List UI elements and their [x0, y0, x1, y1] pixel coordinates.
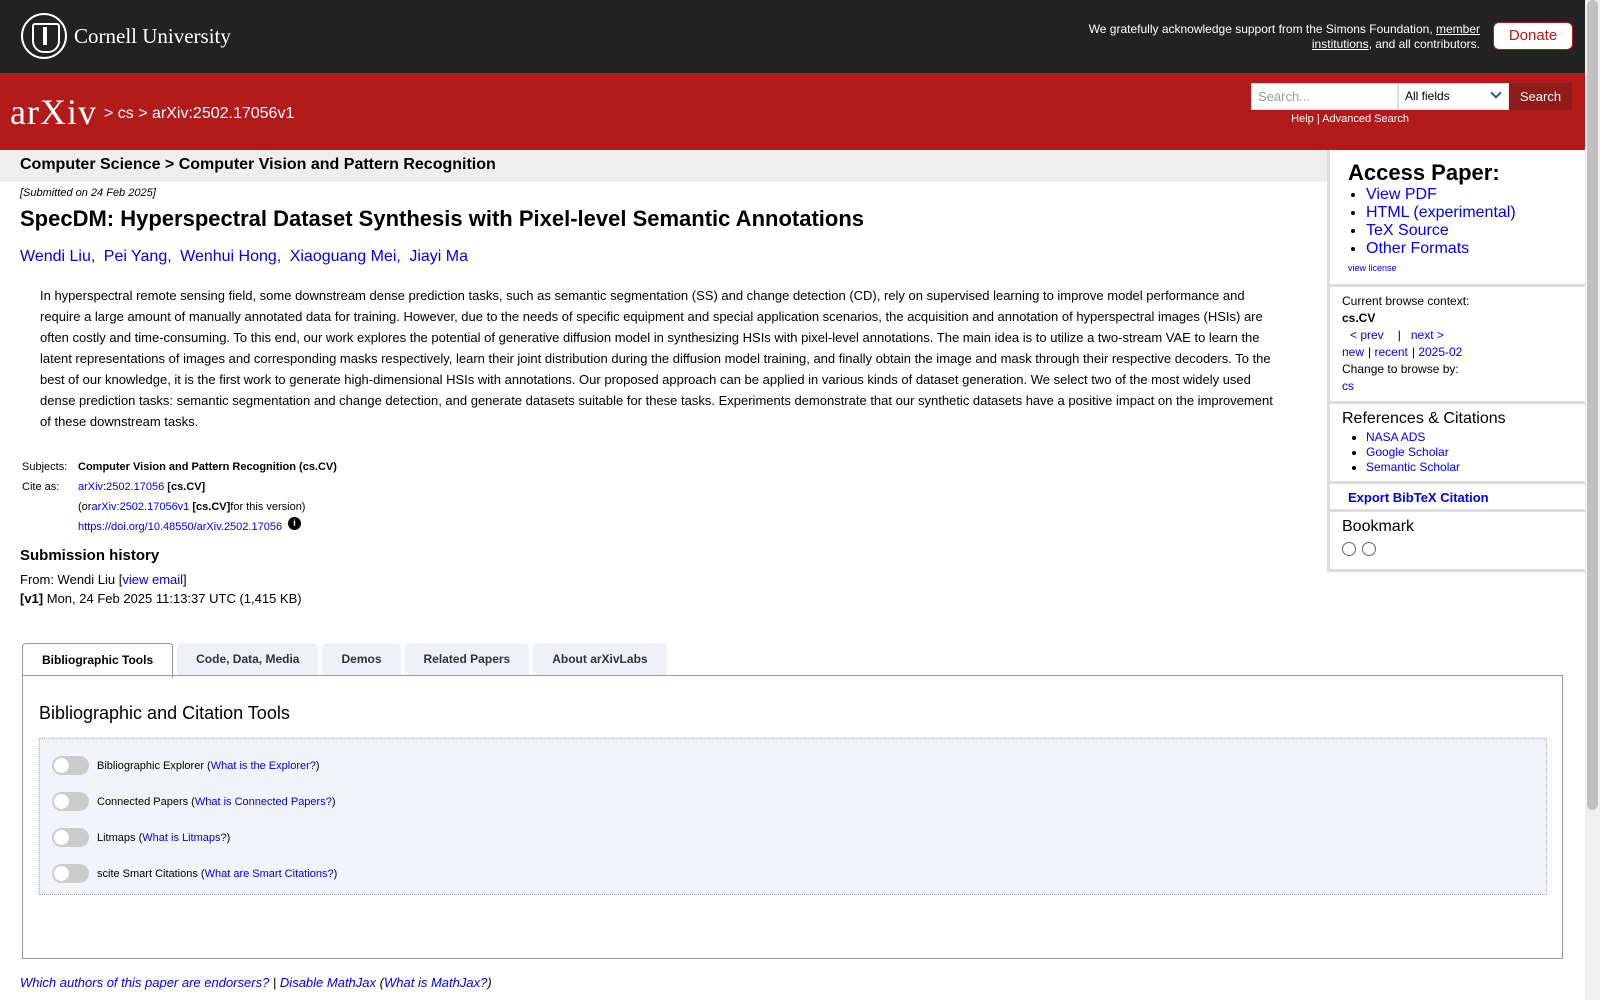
bibsonomy-icon[interactable] — [1342, 542, 1356, 556]
university-name: Cornell University — [74, 23, 231, 48]
bibtex-box — [1330, 484, 1585, 512]
tool-info-link[interactable]: What is Connected Papers? — [194, 795, 332, 808]
mathjax-info-link[interactable]: What is MathJax? — [383, 975, 488, 990]
cite-label: Cite as: — [22, 481, 60, 493]
bookmark-box — [1330, 512, 1585, 572]
tab-bar — [22, 643, 671, 678]
info-icon[interactable]: i — [288, 517, 301, 530]
pipe: | — [1397, 328, 1401, 342]
tab-bibliographic-tools[interactable]: Bibliographic Tools — [22, 643, 173, 678]
references-heading: References & Citations — [1342, 410, 1506, 427]
access-links — [1330, 186, 1585, 258]
separator: | — [269, 975, 280, 990]
new-link[interactable]: new — [1342, 345, 1365, 359]
tab-about-arxivlabs[interactable]: About arXivLabs — [533, 643, 666, 676]
change-label: Change to browse by: — [1342, 362, 1459, 376]
tools-heading: Bibliographic and Citation Tools — [39, 703, 290, 723]
version-prefix: (or — [78, 501, 92, 513]
ack-suffix: , and all contributors. — [1368, 37, 1480, 51]
arxiv-logo[interactable]: arXiv — [10, 92, 97, 132]
tool-label: scite Smart Citations — [97, 867, 198, 880]
tool-label: Connected Papers — [97, 795, 189, 808]
references-box — [1330, 404, 1585, 484]
author-list — [20, 248, 472, 266]
litmaps-toggle[interactable] — [52, 828, 89, 847]
connected-papers-toggle[interactable] — [52, 792, 89, 811]
separator: | — [1316, 113, 1320, 125]
next-link[interactable]: next > — [1410, 328, 1444, 342]
view-license-link[interactable]: view license — [1348, 263, 1397, 273]
recent-link[interactable]: recent — [1374, 345, 1408, 359]
view-email-link[interactable]: view email — [122, 572, 184, 587]
chevron-down-icon — [1490, 87, 1501, 98]
ack-prefix: We gratefully acknowledge support from the Simons Foundation, — [1088, 22, 1436, 36]
tool-row: Bibliographic Explorer ( What is the Explorer? ) — [52, 756, 320, 775]
view-pdf-link[interactable]: View PDF — [1366, 186, 1437, 203]
search-field-value: All fields — [1405, 89, 1450, 103]
semantic-scholar-link[interactable]: Semantic Scholar — [1366, 460, 1461, 474]
pipe: | — [1411, 345, 1415, 359]
submitted-date: [Submitted on 24 Feb 2025] — [20, 187, 156, 199]
context-value: cs.CV — [1342, 311, 1376, 325]
tool-label: Bibliographic Explorer — [97, 759, 204, 772]
version-link[interactable]: arXiv:2502.17056v1 — [91, 501, 190, 513]
author-link[interactable]: Jiayi Ma — [409, 248, 469, 265]
nasa-ads-link[interactable]: NASA ADS — [1366, 430, 1426, 444]
tab-code-data-media[interactable]: Code, Data, Media — [177, 643, 318, 676]
help-link[interactable]: Help — [1291, 113, 1314, 125]
bookmark-heading: Bookmark — [1342, 518, 1415, 535]
tab-panel — [22, 675, 1563, 959]
author-link[interactable]: Pei Yang, — [103, 248, 172, 265]
submission-history-heading: Submission history — [20, 547, 160, 564]
version-suffix: for this version) — [230, 501, 306, 513]
search-button[interactable]: Search — [1509, 83, 1572, 110]
cite-suffix: [cs.CV] — [167, 481, 206, 493]
acknowledgment — [1070, 22, 1480, 52]
tool-row: Connected Papers ( What is Connected Papers? ) — [52, 792, 336, 811]
change-value-link[interactable]: cs — [1342, 379, 1354, 393]
access-paper-box — [1330, 150, 1585, 287]
cornell-logo[interactable] — [21, 13, 231, 59]
html-link[interactable]: HTML (experimental) — [1366, 204, 1516, 221]
pipe: | — [1368, 345, 1372, 359]
breadcrumb: > cs > arXiv:2502.17056v1 — [104, 105, 295, 122]
meta-spacer — [22, 497, 78, 517]
version-tag: [v1] — [20, 591, 44, 606]
tool-label: Litmaps — [97, 831, 136, 844]
google-scholar-link[interactable]: Google Scholar — [1366, 445, 1449, 459]
other-formats-link[interactable]: Other Formats — [1366, 240, 1470, 257]
tool-info-link[interactable]: What is the Explorer? — [210, 759, 316, 772]
tex-source-link[interactable]: TeX Source — [1366, 222, 1449, 239]
cite-link[interactable]: arXiv:2502.17056 — [78, 481, 165, 493]
tool-info-link[interactable]: What are Smart Citations? — [204, 867, 334, 880]
subjects-value: Computer Vision and Pattern Recognition (cs.CV) — [78, 461, 337, 473]
month-link[interactable]: 2025-02 — [1418, 345, 1463, 359]
tab-related-papers[interactable]: Related Papers — [405, 643, 530, 676]
submission-history — [20, 570, 302, 608]
browse-context-box — [1330, 287, 1585, 404]
advanced-search-link[interactable]: Advanced Search — [1322, 113, 1409, 125]
export-bibtex-link[interactable]: Export BibTeX Citation — [1348, 490, 1489, 505]
donate-button[interactable]: Donate — [1493, 22, 1573, 50]
endorsers-link[interactable]: Which authors of this paper are endorsers? — [20, 975, 270, 990]
tool-info-link[interactable]: What is Litmaps? — [142, 831, 227, 844]
references-links — [1330, 430, 1585, 475]
bibliographic-explorer-toggle[interactable] — [52, 756, 89, 775]
paper-title: SpecDM: Hyperspectral Dataset Synthesis with Pixel-level Semantic Annotations — [20, 206, 864, 231]
tab-demos[interactable]: Demos — [322, 643, 400, 676]
from-prefix: From: Wendi Liu [ — [20, 572, 123, 587]
version-tag: [cs.CV] — [192, 501, 231, 513]
version-detail: Mon, 24 Feb 2025 11:13:37 UTC (1,415 KB) — [43, 591, 302, 606]
access-heading: Access Paper: — [1348, 160, 1500, 185]
scrollbar[interactable] — [1585, 0, 1600, 1000]
context-label: Current browse context: — [1342, 294, 1470, 308]
tool-row: scite Smart Citations ( What are Smart Citations? ) — [52, 864, 337, 883]
reddit-icon[interactable] — [1362, 542, 1376, 556]
from-suffix: ] — [183, 572, 187, 587]
tool-row: Litmaps ( What is Litmaps? ) — [52, 828, 230, 847]
member-institutions-link[interactable]: member institutions — [1311, 22, 1480, 51]
search-field-select[interactable] — [1398, 83, 1509, 110]
author-link[interactable]: Wendi Liu, — [20, 248, 96, 265]
search-input[interactable]: Search... — [1251, 83, 1398, 110]
tools-box — [39, 738, 1547, 895]
doi-link[interactable]: https://doi.org/10.48550/arXiv.2502.17056 — [78, 521, 283, 533]
prev-link[interactable]: < prev — [1350, 328, 1384, 342]
search-help-links — [1251, 113, 1409, 125]
scrollbar-thumb[interactable] — [1587, 0, 1598, 810]
scite-toggle[interactable] — [52, 864, 89, 883]
metadata-table — [22, 457, 337, 537]
disable-mathjax-link[interactable]: Disable MathJax — [279, 975, 377, 990]
subjects-label: Subjects: — [22, 461, 68, 473]
top-bar — [0, 0, 1585, 73]
author-link[interactable]: Xiaoguang Mei, — [289, 248, 401, 265]
footer-links: Which authors of this paper are endorsers? | Disable MathJax (What is MathJax?) — [20, 975, 492, 990]
meta-spacer — [22, 517, 78, 537]
author-link[interactable]: Wenhui Hong, — [180, 248, 282, 265]
abstract: In hyperspectral remote sensing field, some downstream dense prediction tasks, such as semantic segmentation (SS) and change detection (CD), rely on supervised learning to improve model performance and require a large amount of manually annotated data for training. However, due to the needs of specific equipment and special application scenarios, the acquisition and annotation of hyperspectral images (HSIs) are often costly and time-consuming. To this end, our work explores the potential of generative diffusion model in synthesizing HSIs with pixel-level annotations. The main idea is to utilize a two-stream VAE to learn the latent representations of images and corresponding masks respectively, learn their joint distribution during the diffusion model training, and finally obtain the image and mask through their respective decoders. To the best of our knowledge, it is the first work to generate high-dimensional HSIs with annotations. Our proposed approach can be applied in various kinds of dataset generation. We select two of the most widely used dense prediction tasks: semantic segmentation and change detection, and generate datasets suitable for these tasks. Experiments demonstrate that our synthetic datasets have a positive impact on the improvement of these downstream tasks. — [40, 288, 1273, 429]
cornell-seal-icon — [21, 13, 67, 59]
subject-breadcrumb: Computer Science > Computer Vision and Pattern Recognition — [0, 150, 1327, 182]
